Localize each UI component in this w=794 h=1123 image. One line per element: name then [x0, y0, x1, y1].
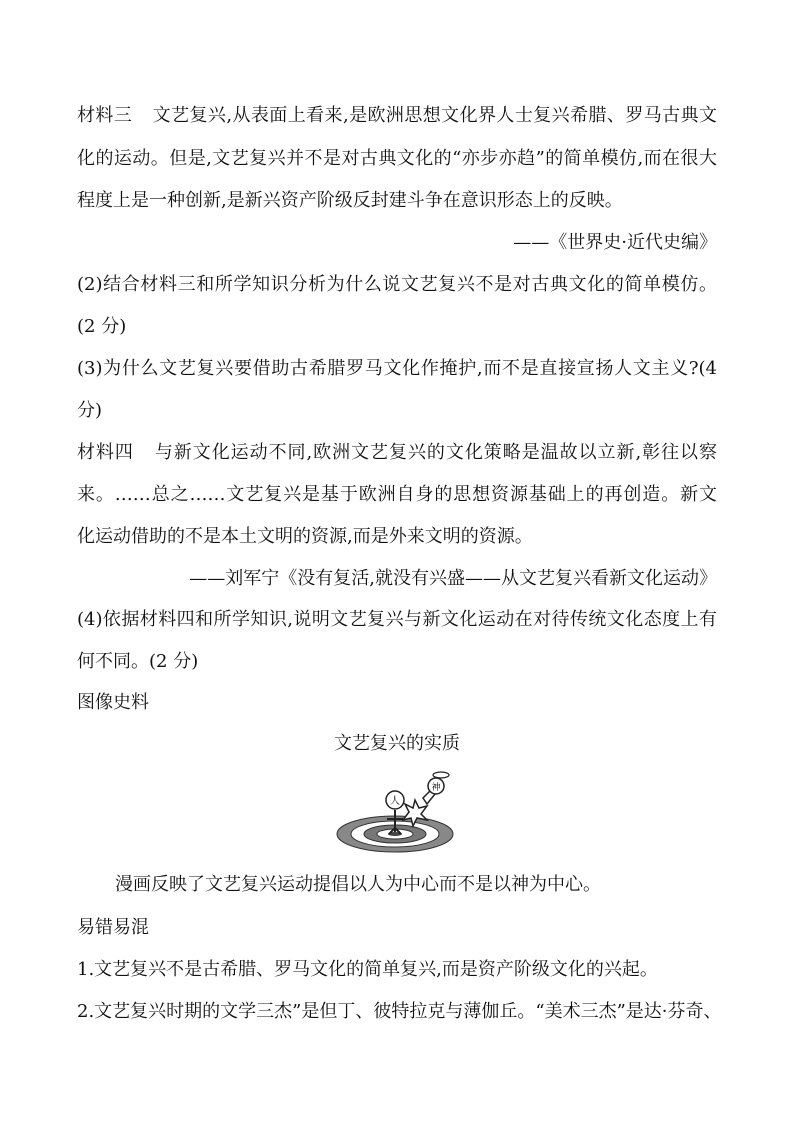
image-section-heading: 图像史料: [77, 692, 149, 713]
cartoon-image: [335, 764, 455, 854]
question-3-score: 分): [77, 400, 103, 421]
material-four-label: 材料四: [77, 442, 134, 463]
material-four-line-1: 材料四 与新文化运动不同,欧洲文艺复兴的文化策略是温故以立新,彰往以察: [77, 442, 717, 463]
question-3-line-1: (3)为什么文艺复兴要借助古希腊罗马文化作掩护,而不是直接宣扬人文主义?(4: [77, 358, 717, 379]
material-three-line-1: 材料三 文艺复兴,从表面上看来,是欧洲思想文化界人士复兴希腊、罗马古典文: [77, 105, 717, 126]
cartoon-god-label: 神: [431, 783, 441, 793]
mistakes-heading: 易错易混: [77, 917, 149, 938]
mistake-item-1: 1.文艺复兴不是古希腊、罗马文化的简单复兴,而是资产阶级文化的兴起。: [77, 959, 658, 980]
material-four-line-2: 来。……总之……文艺复兴是基于欧洲自身的思想资源基础上的再创造。新文: [77, 484, 717, 505]
material-three-line-3: 程度上是一种创新,是新兴资产阶级反封建斗争在意识形态上的反映。: [77, 190, 623, 211]
material-four-source: ——刘军宁《没有复活,就没有兴盛——从文艺复兴看新文化运动》: [189, 568, 717, 589]
question-4-line-2: 何不同。(2 分): [77, 651, 199, 672]
cartoon-title: 文艺复兴的实质: [334, 733, 460, 754]
mistake-item-2: 2.文艺复兴时期的文学三杰”是但丁、彼特拉克与薄伽丘。“美术三杰”是达·芬奇、: [77, 1001, 722, 1022]
question-2-line-1: (2)结合材料三和所学知识分析为什么说文艺复兴不是对古典文化的简单模仿。: [77, 274, 717, 295]
question-4-line-1: (4)依据材料四和所学知识,说明文艺复兴与新文化运动在对待传统文化态度上有: [77, 609, 717, 630]
material-three-label: 材料三: [77, 105, 133, 126]
material-three-line-2: 化的运动。但是,文艺复兴并不是对古典文化的“亦步亦趋”的简单模仿,而在很大: [77, 148, 717, 169]
cartoon-caption: 漫画反映了文艺复兴运动提倡以人为中心而不是以神为中心。: [115, 874, 601, 895]
cartoon-person-label: 人: [390, 796, 400, 807]
material-three-source: ——《世界史·近代史编》: [513, 232, 717, 253]
question-2-score: (2 分): [77, 316, 127, 337]
material-four-line-3: 化运动借助的不是本土文明的资源,而是外来文明的资源。: [77, 526, 533, 547]
